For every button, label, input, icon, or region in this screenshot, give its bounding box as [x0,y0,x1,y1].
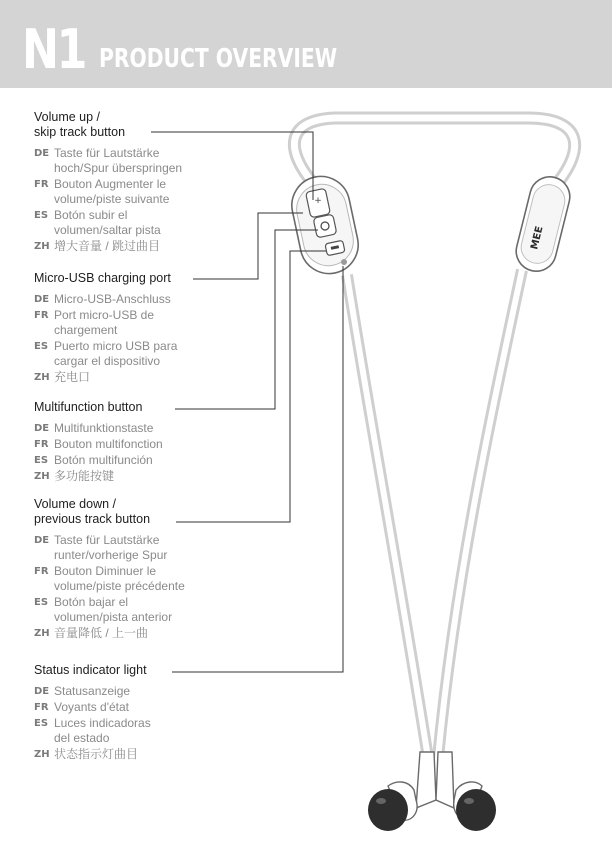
brand-logo: MEE [529,225,546,251]
section-title: Status indicator light [34,663,147,677]
page-title: PRODUCT OVERVIEW [99,44,338,74]
status-led-icon [341,259,347,265]
translation-de: DE Statusanzeige [34,684,131,698]
leader-status-light [172,266,343,672]
leader-volume-down [176,251,326,522]
translation-fr: FR Bouton multifonction [34,437,163,451]
translation-de: DE Multifunktionstaste [34,421,154,435]
left-cable [347,275,428,758]
translation-de: DE Taste für Lautstärke runter/vorherige Spur [34,533,168,562]
section-title: Volume down / previous track button [34,497,151,526]
left-earbud [368,752,436,831]
inline-remote [286,171,363,279]
translation-zh: ZH 多功能按键 [34,469,115,483]
section-title: Multifunction button [34,400,143,414]
translation-es: ES Botón bajar el volumen/pista anterior [34,595,173,624]
logo-pod [512,173,574,276]
multifunction-button-icon [313,214,337,238]
translation-zh: ZH 充电口 [34,370,91,384]
model-name: N1 [22,18,85,81]
translation-es: ES Luces indicadoras del estado [34,716,151,745]
leader-multifunction [175,230,318,409]
translation-zh: ZH 状态指示灯曲目 [34,747,139,761]
plus-minus-icon: + [314,196,322,206]
translation-zh: ZH 音量降低 / 上一曲 [34,626,149,640]
translation-de: DE Micro-USB-Anschluss [34,292,171,306]
translation-es: ES Puerto micro USB para cargar el dispositivo [34,339,178,368]
right-earbud [436,752,496,831]
translation-fr: FR Bouton Augmenter le volume/piste suivante [34,177,170,206]
section-title: Micro-USB charging port [34,271,171,285]
section-title: Volume up / skip track button [34,110,126,139]
translation-fr: FR Bouton Diminuer le volume/piste précédente [34,564,185,593]
translation-es: ES Botón subir el volumen/saltar pista [34,208,161,237]
translation-es: ES Botón multifunción [34,453,153,467]
translation-de: DE Taste für Lautstärke hoch/Spur überspringen [34,146,183,175]
leader-micro-usb [193,213,303,279]
translation-fr: FR Port micro-USB de chargement [34,308,155,337]
neckband-cable [294,118,574,185]
translation-fr: FR Voyants d'état [34,700,130,714]
right-cable [438,270,522,758]
translation-zh: ZH 增大音量 / 跳过曲目 [34,239,161,253]
